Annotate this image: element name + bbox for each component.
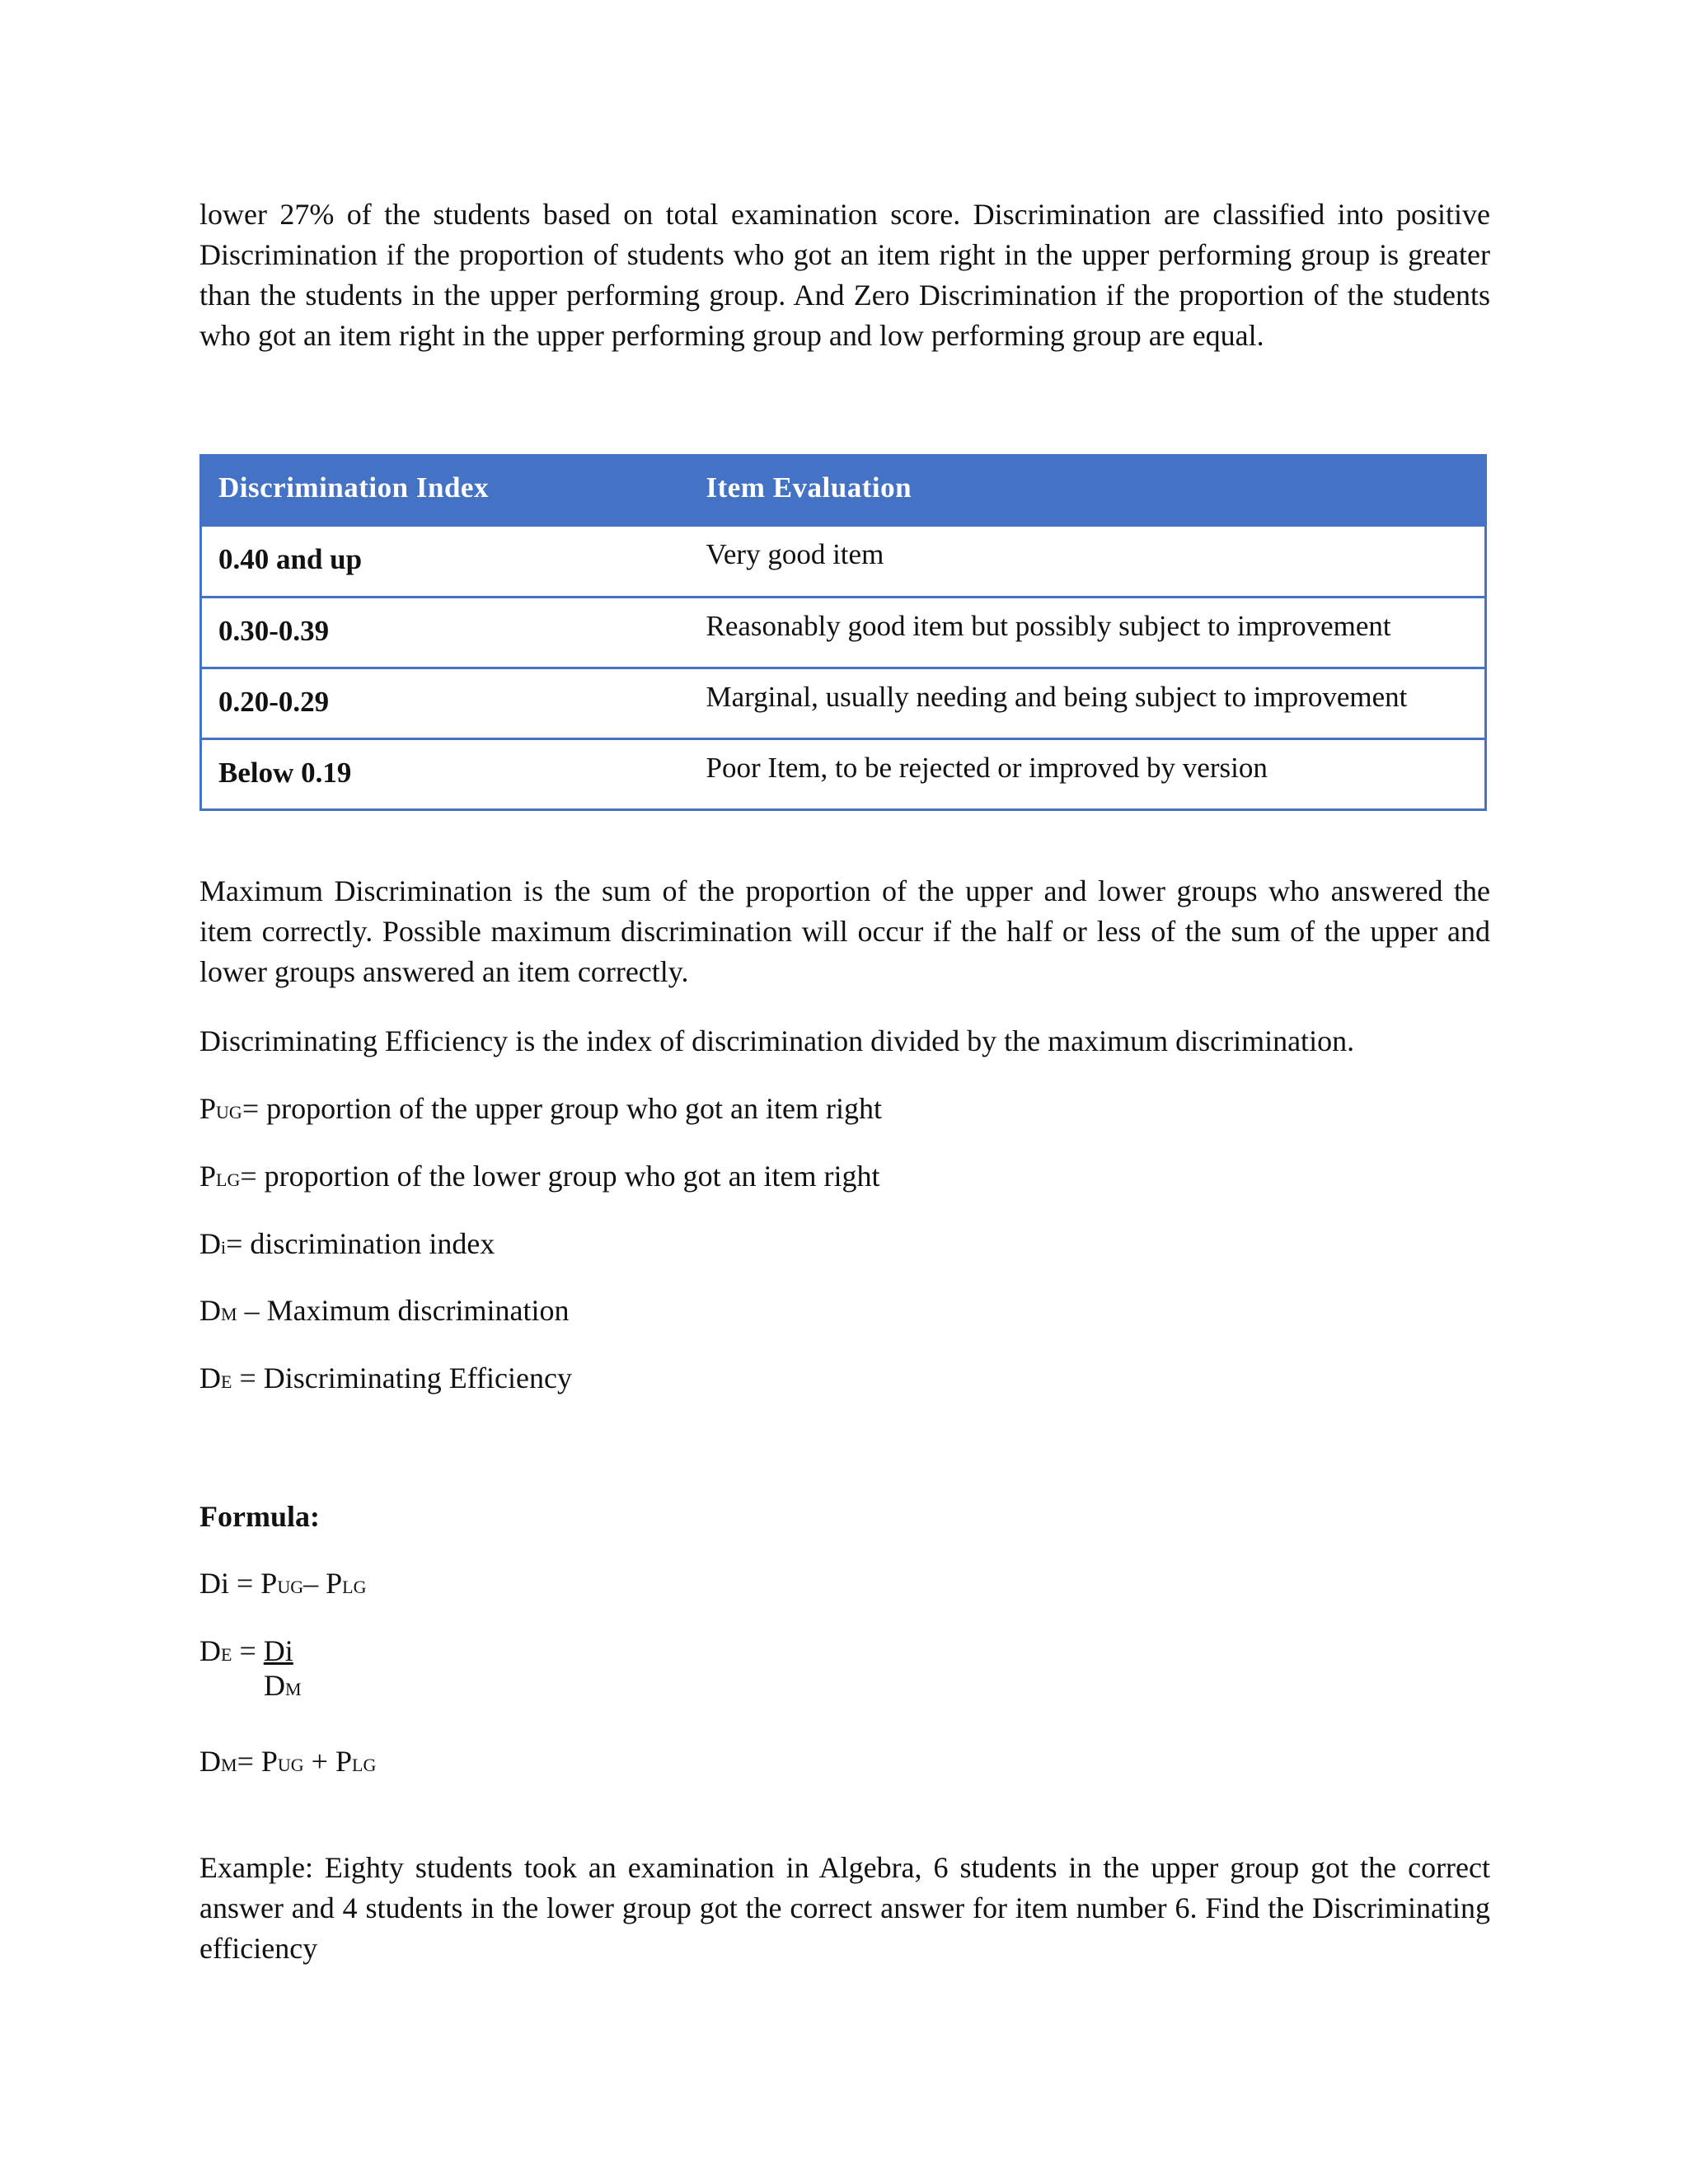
- discrimination-index-table: [199, 454, 1487, 811]
- definition-de: DE = Discriminating Efficiency: [199, 1361, 572, 1394]
- evaluation-cell: Poor Item, to be rejected or improved by version: [690, 739, 1486, 810]
- definition-pug: PUG= proportion of the upper group who got an item right: [199, 1092, 882, 1125]
- formula-de: DE = Di: [199, 1634, 293, 1667]
- fraction-numerator: Di: [263, 1634, 293, 1667]
- fraction-denominator: DM: [264, 1669, 302, 1702]
- table-header-row: [201, 456, 1486, 527]
- formula-title: Formula:: [199, 1500, 320, 1533]
- header-discrimination-index: Discrimination Index: [201, 456, 690, 527]
- max-discrimination-paragraph: Maximum Discrimination is the sum of the proportion of the upper and lower groups who answered the item correctly. Possible maximum discrimination will occur if the half or less of the sum of the upper and lower groups answered an item correctly.: [199, 874, 1490, 988]
- formula-di: Di = PUG– PLG: [199, 1567, 367, 1600]
- header-item-evaluation: Item Evaluation: [690, 456, 1486, 527]
- index-cell: Below 0.19: [201, 739, 690, 810]
- formula-dm: DM= PUG + PLG: [199, 1745, 377, 1778]
- efficiency-line: Discriminating Efficiency is the index of discrimination divided by the maximum discrimination.: [199, 1024, 1355, 1057]
- example-paragraph: Example: Eighty students took an examination in Algebra, 6 students in the upper group got the correct answer and 4 students in the lower group got the correct answer for item number 6. Find the Discriminating efficiency: [199, 1851, 1490, 1965]
- evaluation-cell: Reasonably good item but possibly subject to improvement: [690, 598, 1486, 668]
- definition-plg: PLG= proportion of the lower group who got an item right: [199, 1160, 880, 1193]
- table-row: [201, 668, 1486, 739]
- definition-di: Di= discrimination index: [199, 1227, 495, 1260]
- index-cell: 0.30-0.39: [201, 598, 690, 668]
- intro-paragraph: lower 27% of the students based on total examination score. Discrimination are classified into positive Discrimination if the proportion of students who got an item right in the upper performing group is greater than the students in the upper performing group. And Zero Discrimination if the proportion of the students who got an item right in the upper performing group and low performing group are equal.: [199, 198, 1490, 352]
- definition-dm: DM – Maximum discrimination: [199, 1294, 570, 1327]
- table-row: [201, 739, 1486, 810]
- index-cell: 0.40 and up: [201, 527, 690, 598]
- table-row: [201, 527, 1486, 598]
- index-cell: 0.20-0.29: [201, 668, 690, 739]
- table-row: [201, 598, 1486, 668]
- evaluation-cell: Very good item: [690, 527, 1486, 598]
- evaluation-cell: Marginal, usually needing and being subject to improvement: [690, 668, 1486, 739]
